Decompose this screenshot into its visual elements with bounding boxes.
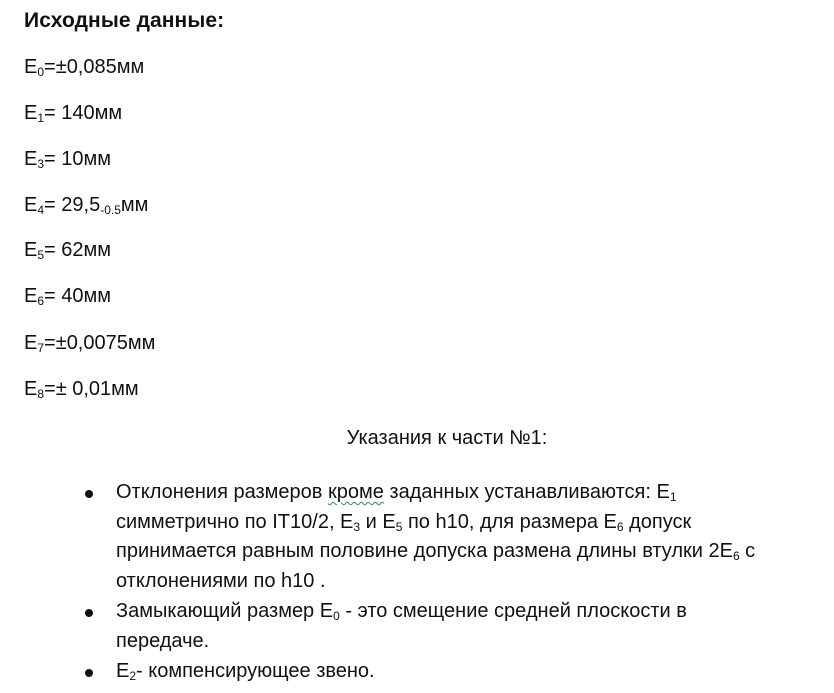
data-line-e7: $E_7=\pm 0,0075мм$	[24, 332, 156, 355]
data-line-e4: $E_4= 29,5_{-0.5}мм$	[24, 194, 149, 217]
section-title: Указания к части №1:	[346, 427, 548, 449]
data-line-e6: $E_6= 40мм$	[24, 285, 112, 308]
data-line-e0: $E_0=\pm 0,085мм$	[24, 56, 145, 79]
bullet-icon	[85, 669, 93, 677]
data-line-e1: $E_1= 140мм$	[24, 102, 123, 125]
bullet-icon	[85, 609, 93, 617]
data-line-e5: $E_5= 62мм$	[24, 239, 112, 262]
data-line-e3: $E_3= 10мм$	[24, 148, 112, 171]
list-item-closing-dimension: Замыкающий размер $E_0$ - это смещение средней плоскости в передаче.	[82, 597, 782, 656]
list-item-compensating-link: $E_2-$ компенсирующее звено.	[82, 657, 782, 687]
heading: Исходные данные:	[24, 9, 225, 32]
spellcheck-word: кроме	[327, 481, 384, 503]
bullet-icon	[85, 490, 93, 498]
list-item-tolerances: Отклонения размеров кроме заданных устанавливаются: $E_1$ симметрично по IT10/2, $E_3$ и $E_5$ по h10, для размера $E_6$ допуск принимается равным половине допуска размена длины втулки $2E_6$ с отклонениями по h10 .	[82, 478, 782, 596]
data-line-e8: $E_8=\pm 0,01мм$	[24, 378, 139, 401]
instructions-list	[82, 478, 782, 688]
